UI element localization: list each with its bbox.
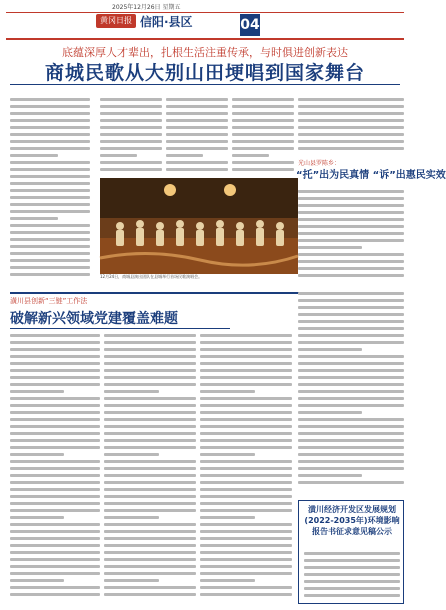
text-line (10, 259, 90, 262)
text-line (166, 154, 203, 157)
text-line (104, 334, 196, 337)
text-line (10, 362, 100, 365)
text-line (104, 362, 196, 365)
text-line (298, 260, 404, 263)
text-line (298, 267, 404, 270)
text-line (298, 313, 404, 316)
text-line (104, 481, 196, 484)
text-line (298, 474, 362, 477)
text-lines (10, 98, 90, 276)
text-line (200, 572, 292, 575)
text-line (304, 559, 400, 562)
header-rule (6, 12, 404, 13)
text-line (232, 140, 294, 143)
text-line (298, 355, 404, 358)
text-line (200, 579, 255, 582)
lead-rule (10, 84, 400, 85)
lead-column-1 (10, 98, 90, 284)
text-line (10, 502, 100, 505)
text-line (232, 133, 294, 136)
text-line (232, 112, 294, 115)
text-line (104, 383, 196, 386)
text-line (298, 274, 404, 277)
text-line (10, 418, 100, 421)
text-line (298, 383, 404, 386)
public-notice-title: 潢川经济开发区发展规划(2022-2035年)环境影响报告书征求意见稿公示 (304, 505, 400, 536)
text-line (232, 105, 294, 108)
text-line (10, 397, 100, 400)
text-line (200, 355, 292, 358)
text-line (104, 495, 196, 498)
sub-story-kicker: 光山县罗陈乡： (298, 160, 341, 167)
text-line (104, 509, 196, 512)
text-line (200, 369, 292, 372)
text-line (298, 432, 404, 435)
sub-story-headline: “托”出为民真情 “诉”出惠民实效 (296, 170, 446, 181)
text-line (10, 481, 100, 484)
text-line (104, 502, 196, 505)
text-line (104, 411, 196, 414)
text-line (10, 252, 90, 255)
text-line (166, 168, 228, 171)
text-line (104, 369, 196, 372)
text-line (10, 133, 90, 136)
text-line (200, 502, 292, 505)
text-line (298, 460, 404, 463)
text-line (298, 446, 404, 449)
text-line (298, 404, 404, 407)
text-line (104, 355, 196, 358)
story2-column-4 (298, 292, 404, 492)
text-line (298, 481, 404, 484)
text-line (298, 299, 404, 302)
public-notice-body (304, 552, 400, 600)
text-line (104, 376, 196, 379)
text-line (10, 112, 90, 115)
text-line (298, 306, 404, 309)
text-line (100, 140, 162, 143)
text-line (166, 140, 228, 143)
text-line (104, 397, 196, 400)
text-line (298, 425, 404, 428)
text-line (298, 397, 404, 400)
text-line (298, 467, 404, 470)
text-line (298, 112, 404, 115)
text-line (200, 537, 292, 540)
text-line (104, 404, 196, 407)
text-line (298, 190, 404, 193)
text-line (10, 537, 100, 540)
text-lines (298, 98, 404, 150)
text-line (232, 154, 269, 157)
text-line (304, 573, 400, 576)
text-line (10, 579, 64, 582)
newspaper-logo: 黄冈日报 (96, 14, 136, 28)
text-line (298, 439, 404, 442)
text-lines (304, 552, 400, 597)
text-line (100, 168, 162, 171)
text-line (100, 154, 137, 157)
text-line (304, 594, 400, 597)
text-line (104, 418, 196, 421)
text-line (200, 593, 292, 596)
text-line (200, 523, 292, 526)
text-line (10, 390, 64, 393)
text-line (10, 460, 100, 463)
text-line (298, 218, 404, 221)
text-line (200, 397, 292, 400)
text-line (200, 404, 292, 407)
text-line (104, 516, 159, 519)
text-line (166, 119, 228, 122)
issue-date: 2025年12月26日 星期五 (112, 4, 181, 11)
text-line (304, 587, 400, 590)
text-line (10, 161, 90, 164)
text-line (298, 320, 404, 323)
text-line (10, 105, 90, 108)
text-line (10, 369, 100, 372)
text-line (298, 133, 404, 136)
text-line (10, 376, 100, 379)
text-line (10, 196, 90, 199)
text-line (104, 537, 196, 540)
text-line (298, 239, 404, 242)
text-line (104, 446, 196, 449)
text-line (298, 225, 404, 228)
text-line (10, 404, 100, 407)
text-line (200, 334, 292, 337)
text-lines (104, 334, 196, 596)
text-line (100, 126, 162, 129)
text-line (10, 586, 100, 589)
text-line (10, 168, 90, 171)
text-line (232, 147, 294, 150)
text-line (298, 204, 404, 207)
text-line (10, 266, 90, 269)
text-line (100, 112, 162, 115)
text-line (298, 362, 404, 365)
text-line (10, 495, 100, 498)
text-line (10, 341, 100, 344)
text-line (298, 105, 404, 108)
text-line (10, 238, 90, 241)
text-line (298, 418, 404, 421)
text-line (10, 439, 100, 442)
text-line (298, 246, 362, 249)
lead-kicker: 底蕴深厚人才辈出，扎根生活注重传承，与时俱进创新表达 (62, 46, 348, 59)
text-line (200, 446, 292, 449)
text-line (200, 341, 292, 344)
text-line (104, 530, 196, 533)
text-line (200, 565, 292, 568)
text-line (304, 566, 400, 569)
text-line (298, 147, 404, 150)
lead-column-4 (232, 98, 294, 176)
text-lines (10, 334, 100, 596)
text-line (10, 488, 100, 491)
text-line (104, 558, 196, 561)
text-line (104, 523, 196, 526)
text-line (10, 383, 100, 386)
text-line (232, 126, 294, 129)
text-line (200, 425, 292, 428)
text-line (10, 551, 100, 554)
text-line (166, 98, 228, 101)
text-line (104, 593, 196, 596)
text-line (298, 327, 404, 330)
text-line (100, 147, 162, 150)
text-line (200, 439, 292, 442)
text-line (10, 446, 100, 449)
lead-column-3 (166, 98, 228, 176)
text-line (10, 182, 90, 185)
story2-column-1 (10, 334, 100, 604)
text-line (10, 334, 100, 337)
story2-column-3 (200, 334, 292, 604)
text-line (10, 593, 100, 596)
text-line (200, 509, 292, 512)
text-line (298, 232, 404, 235)
text-line (10, 516, 64, 519)
text-line (200, 453, 255, 456)
lead-headline: 商城民歌从大别山田埂唱到国家舞台 (44, 62, 365, 84)
text-line (10, 98, 90, 101)
text-line (200, 376, 292, 379)
text-line (298, 197, 404, 200)
text-line (10, 231, 90, 234)
text-line (298, 253, 404, 256)
stage-photo-illustration (100, 178, 298, 274)
text-line (298, 376, 404, 379)
text-line (200, 481, 292, 484)
text-line (298, 292, 404, 295)
text-line (200, 432, 292, 435)
header-divider (6, 38, 404, 40)
text-line (104, 474, 196, 477)
text-line (232, 98, 294, 101)
text-line (104, 572, 196, 575)
text-line (200, 516, 255, 519)
text-line (10, 154, 58, 157)
text-line (10, 432, 100, 435)
text-line (298, 119, 404, 122)
text-line (200, 467, 292, 470)
text-line (104, 544, 196, 547)
text-line (200, 530, 292, 533)
text-line (200, 586, 292, 589)
text-line (298, 369, 404, 372)
text-line (104, 439, 196, 442)
text-line (10, 558, 100, 561)
text-lines (298, 292, 404, 484)
text-line (200, 418, 292, 421)
text-line (104, 432, 196, 435)
text-line (10, 565, 100, 568)
text-line (166, 147, 228, 150)
text-line (200, 474, 292, 477)
text-lines (298, 190, 404, 277)
text-line (304, 580, 400, 583)
text-line (10, 189, 90, 192)
text-line (100, 161, 162, 164)
text-line (104, 579, 159, 582)
text-line (104, 467, 196, 470)
text-line (200, 362, 292, 365)
text-line (100, 98, 162, 101)
section-title: 信阳·县区 (140, 15, 193, 29)
text-line (10, 140, 90, 143)
text-line (104, 341, 196, 344)
text-line (298, 98, 404, 101)
text-line (10, 210, 90, 213)
text-line (10, 572, 100, 575)
text-line (100, 119, 162, 122)
text-line (200, 411, 292, 414)
text-line (104, 453, 159, 456)
text-line (10, 119, 90, 122)
text-line (232, 119, 294, 122)
text-line (100, 133, 162, 136)
story2-column-2 (104, 334, 196, 604)
text-line (166, 105, 228, 108)
text-line (200, 488, 292, 491)
text-line (104, 348, 196, 351)
text-lines (232, 98, 294, 171)
text-line (10, 217, 58, 220)
text-line (200, 383, 292, 386)
text-line (200, 558, 292, 561)
text-line (10, 467, 100, 470)
text-line (298, 140, 404, 143)
text-line (200, 495, 292, 498)
text-line (304, 552, 400, 555)
photo-caption: 12月24日，商城县演出团队在县城举行首场民歌演唱会。 (100, 274, 203, 279)
text-line (10, 348, 100, 351)
text-line (10, 425, 100, 428)
text-line (166, 112, 228, 115)
text-line (104, 586, 196, 589)
text-line (104, 565, 196, 568)
text-line (298, 126, 404, 129)
text-line (298, 341, 404, 344)
text-lines (200, 334, 292, 596)
lead-column-2 (100, 98, 162, 176)
text-line (104, 488, 196, 491)
text-line (232, 168, 294, 171)
text-line (10, 474, 100, 477)
text-line (10, 411, 100, 414)
text-line (104, 425, 196, 428)
story2-headline: 破解新兴领域党建覆盖难题 (10, 311, 178, 327)
text-line (104, 460, 196, 463)
text-line (10, 203, 90, 206)
text-line (10, 273, 90, 276)
page-number: 04 (240, 14, 260, 36)
text-line (166, 133, 228, 136)
text-line (10, 245, 90, 248)
performance-photo (100, 178, 298, 274)
text-line (104, 551, 196, 554)
text-lines (100, 98, 162, 171)
text-line (232, 161, 294, 164)
lead-column-5 (298, 98, 404, 154)
text-line (10, 175, 90, 178)
text-line (10, 147, 90, 150)
text-line (298, 390, 404, 393)
sub-story-column-1 (298, 190, 404, 286)
text-line (200, 348, 292, 351)
text-line (166, 161, 228, 164)
text-line (200, 544, 292, 547)
text-line (166, 126, 228, 129)
text-line (298, 211, 404, 214)
text-line (10, 509, 100, 512)
text-line (100, 105, 162, 108)
text-line (200, 390, 255, 393)
text-line (10, 523, 100, 526)
text-line (200, 551, 292, 554)
text-line (298, 453, 404, 456)
text-line (10, 530, 100, 533)
text-lines (166, 98, 228, 171)
text-line (298, 348, 362, 351)
text-line (200, 460, 292, 463)
story2-kicker: 潢川县创新“三链”工作法 (10, 297, 88, 305)
story2-rule (10, 328, 230, 329)
text-line (298, 334, 404, 337)
text-line (10, 224, 90, 227)
text-line (10, 544, 100, 547)
text-line (104, 390, 159, 393)
text-line (10, 126, 90, 129)
text-line (298, 411, 362, 414)
text-line (10, 355, 100, 358)
text-line (10, 453, 64, 456)
